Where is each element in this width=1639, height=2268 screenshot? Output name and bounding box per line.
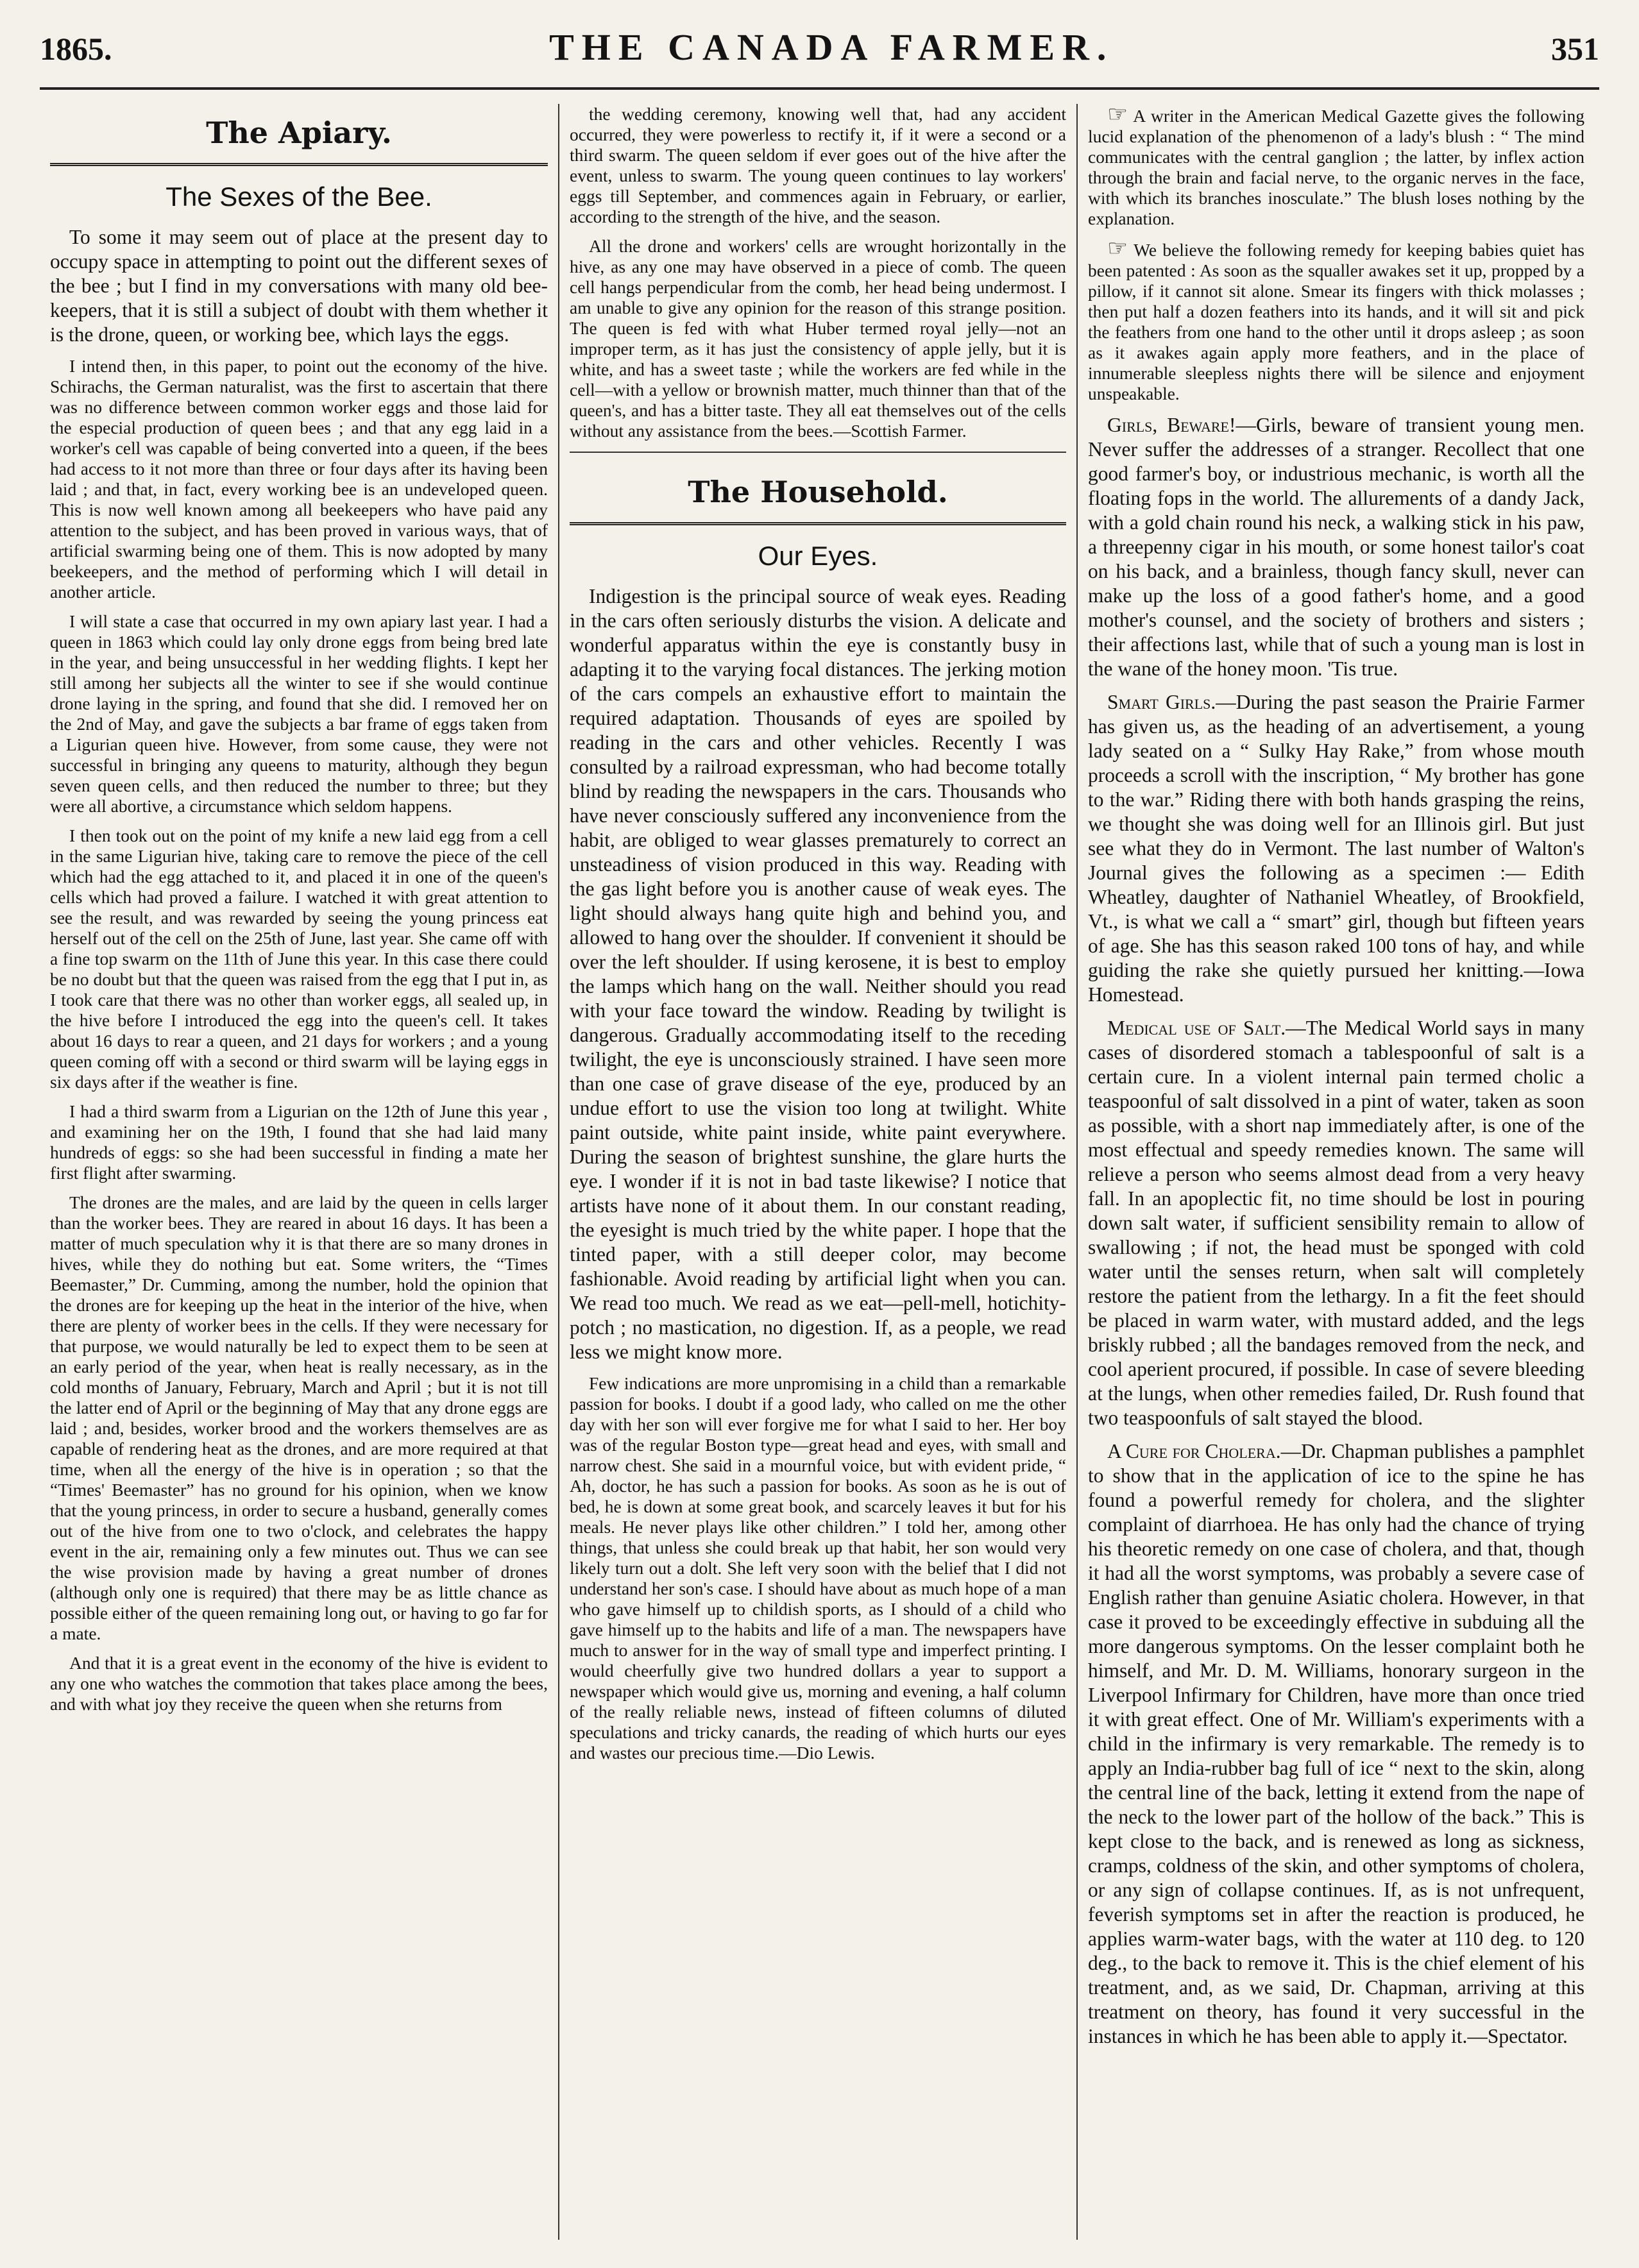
publication-title: THE CANADA FARMER. xyxy=(549,26,1114,68)
news-item-text: Dr. Chapman publishes a pamphlet to show that in the application of ice to the spine he has found a powerful remedy for cholera, and the slighter complaint of diarrhoea. He has only had the chance of trying his theoretic remedy on one case of cholera, and that, though it had all the worst symptoms, was probably a severe case of English rather than genuine Asiatic cholera. However, in that case it proved to be exceedingly effective in subduing all the more dangerous symptoms. On the lesser complaint both he himself, and Mr. D. M. Williams, honorary surgeon in the Liverpool Infirmary for Children, have more than once tried it with great effect. One of Mr. William's experiments with a child in the infirmary is very remarkable. The remedy is to apply an India-rubber bag full of ice “ next to the skin, along the central line of the back, letting it extend from the nape of the neck to the lower part of the hollow of the back.” This is kept close to the back, and is renewed as long as sickness, cramps, coldness of the skin, and other symptoms of cholera, or any sign of collapse continues. If, as is not unfrequent, feverish symptoms set in after the reaction is produced, he applies warm-water bags, with the water at 110 deg. to 120 deg., to the back to remove it. This is the chief element of his treatment, and, as we said, Dr. Chapman, arriving at this treatment on theory, has found it very successful in the instances in which he has been able to apply it.—Spectator. xyxy=(1088,1440,1584,2047)
paragraph: I will state a case that occurred in my own apiary last year. I had a queen in 1863 which could lay only drone eggs from being bred late in the year, and being unsuccessful in her wedding flights. I kept her still among her subjects all the winter to see if she would continue drone laying in the spring, and found that she did. I removed her on the 2nd of May, and gave the subjects a bar frame of eggs taken from a Ligurian queen hive. However, from some cause, they were not successful in bringing any queens to maturity, although they begun seven queen cells, and then reduced the number to three; but they were all abortive, a circumstance which seldom happens. xyxy=(50,611,548,816)
run-in-heading: A Cure for Cholera.— xyxy=(1107,1440,1302,1462)
paragraph: Indigestion is the principal source of weak eyes. Reading in the cars often seriously disturbs the vision. A delicate and wonderful apparatus within the eye is constantly busy in adapting it to the varying focal distances. The jerking motion of the cars compels an exhaustive effort to maintain the required adaptation. Thousands of eyes are spoiled by reading in the cars and other vehicles. Recently I was consulted by a railroad expressman, who had become totally blind by reading the newspapers in the cars. Thousands who have never consciously suffered any inconvenience from the habit, are obliged to wear glasses prematurely to correct an unsteadiness of vision produced in this way. Reading with the gas light before you is another cause of weak eyes. The light should always hang quite high and behind you, and allowed to hang over the shoulder. If convenient it should be over the left shoulder. If using kerosene, it is best to employ the lamps which hang on the wall. Neither should you read with your face toward the window. Reading by twilight is dangerous. Gradually accommodating itself to the receding twilight, the eye is unconsciously strained. I have seen more than one case of grave disease of the eye, produced by an undue effort to use the vision too long at twilight. White paint outside, white paint inside, white paint everywhere. During the season of brightest sunshine, the glare hurts the eye. I wonder if it is not in bad taste likewise? I notice that artists have none of it about them. In our constant reading, the eyesight is much tried by the white paper. I hope that the tinted paper, with a still deeper color, may become fashionable. Avoid reading by artificial light when you can. We read too much. We read as we eat—pell-mell, hotichity-potch ; no mastication, no digestion. If, as a people, we read less we might know more. xyxy=(570,585,1066,1363)
department-heading: The Apiary. xyxy=(50,104,548,166)
department-heading: The Household. xyxy=(570,463,1066,525)
news-item-text: We believe the following remedy for keeping babies quiet has been patented : As soon as the squaller awakes set it up, propped by a pillow, if it cannot sit alone. Smear its fingers with thick molasses ; then put half a dozen feathers into its hands, and it will sit and pick the feathers from one hand to the other until it drops asleep ; as soon as it awakes again apply more feathers, and in the place of innumerable sleepless nights there will be silence and enjoyment unspeakable. xyxy=(1088,240,1584,403)
news-item xyxy=(1088,1016,1584,1430)
news-item xyxy=(1088,235,1584,404)
paragraph: I had a third swarm from a Ligurian on the 12th of June this year , and examining her on the 19th, I found that she had laid many hundreds of eggs: so she had been successful in finding a mate her first flight after swarming. xyxy=(50,1101,548,1183)
article-title: Our Eyes. xyxy=(758,541,878,571)
page-number: 351 xyxy=(1551,31,1599,67)
pointing-hand-icon: ☞ xyxy=(1107,235,1128,261)
news-item-text: The Medical World says in many cases of disordered stomach a tablespoonful of salt is a certain cure. In a violent internal pain termed cholic a teaspoonful of salt dissolved in a pint of water, taken as soon as possible, with a short nap immediately after, is one of the most effectual and speedy remedies known. The same will relieve a person who seems almost dead from a very heavy fall. In an apoplectic fit, no time should be lost in pouring down salt water, if sufficient sensibility remain to allow of swallowing ; if not, the head must be sponged with cold water until the senses return, when salt will completely restore the patient from the lethargy. In a fit the feet should be placed in warm water, with mustard added, and the legs briskly rubbed ; all the bandages removed from the neck, and cool aperient procured, if possible. In case of severe bleeding at the lungs, when other remedies failed, Dr. Rush found that two teaspoonfuls of salt stayed the blood. xyxy=(1088,1017,1585,1429)
column-3 xyxy=(1076,104,1595,2240)
column-2 xyxy=(558,104,1076,2240)
news-item xyxy=(1088,1439,1584,2049)
news-item-text: Girls, beware of transient young men. Never suffer the addresses of a stranger. Recollect that one good farmer's boy, or industrious mechanic, is worth all the floating fops in the world. The allurements of a dandy Jack, with a gold chain round his neck, a walking stick in his paw, a threepenny cigar in his mouth, or some honest tailor's coat on his back, and a brainless, though fancy skull, never can make up the loss of a good father's home, and a good mother's counsel, and the society of brothers and sisters ; their affections last, while that of such a young man is lost in the wane of the honey moon. 'Tis true. xyxy=(1088,414,1585,680)
news-item-text: During the past season the Prairie Farmer has given us, as the heading of an advertisement, a young lady seated on a “ Sulky Hay Rake,” from whose mouth proceeds a scroll with the inscription, “ My brother has gone to the war.” Riding there with both hands grasping the reins, we thought she was doing well for an Illinois girl. But just see what they do in Vermont. The last number of Walton's Journal gives the following as a specimen :— Edith Wheatley, daughter of Nathaniel Wheatley, of Brookfield, Vt., is what we call a “ smart” girl, though but fifteen years of age. She has this season raked 100 tons of hay, and while guiding the rake she quietly pursued her knitting.—Iowa Homestead. xyxy=(1088,691,1585,1006)
run-in-heading: Medical use of Salt.— xyxy=(1107,1017,1306,1039)
news-item-text: A writer in the American Medical Gazette gives the following lucid explanation of the phenomenon of a lady's blush : “ The mind communicates with the central ganglion ; the latter, by inflex action through the brain and facial nerve, to the organic nerves in the face, with which its branches inosculate.” The blush loses nothing by the explanation. xyxy=(1088,106,1584,228)
paragraph: To some it may seem out of place at the present day to occupy space in attempting to point out the different sexes of the bee ; but I find in my conversations with many old bee-keepers, that it is still a subject of doubt with them whether it is the drone, queen, or working bee, which lays the eggs. xyxy=(50,226,548,346)
masthead xyxy=(40,26,1599,83)
pointing-hand-icon: ☞ xyxy=(1107,104,1128,127)
section-rule xyxy=(570,452,1066,453)
paragraph: And that it is a great event in the economy of the hive is evident to any one who watches the commotion that takes place among the bees, and with what joy they receive the queen when she returns from xyxy=(50,1653,548,1714)
paragraph: the wedding ceremony, knowing well that, had any accident occurred, they were powerless to rectify it, if it were a second or a third swarm. The queen seldom if ever goes out of the hive after the event, unless to swarm. The young queen continues to lay workers' eggs till September, and commences again in February, or earlier, according to the strength of the hive, and the season. xyxy=(570,104,1066,226)
news-item xyxy=(1088,104,1584,229)
run-in-heading: Smart Girls.— xyxy=(1107,691,1236,713)
news-item xyxy=(1088,690,1584,1007)
paragraph: I intend then, in this paper, to point out the economy of the hive. Schirachs, the German naturalist, was the first to ascertain that there was no difference between common worker eggs and those laid for the especial production of queen bees ; and that any egg laid in a worker's cell was capable of being converted into a queen, if the bees had access to it not more than three or four days after its having been laid ; and that, in fact, every working bee is an undeveloped queen. This is now well known among all beekeepers who have paid any attention to the subject, and has been proved in various ways, that of artificial swarming being one of them. This is now adopted by many beekeepers, and the method of performing which I will detail in another article. xyxy=(50,356,548,602)
issue-year: 1865. xyxy=(40,31,112,67)
article-title: The Sexes of the Bee. xyxy=(166,182,432,212)
columns xyxy=(40,104,1599,2240)
paragraph: I then took out on the point of my knife a new laid egg from a cell in the same Ligurian hive, taking care to remove the piece of the cell which had the egg attached to it, and placed it in one of the queen's cells which had proved a failure. I watched it with great attention to see the result, and was rewarded by seeing the young princess eat herself out of the cell on the 25th of June, last year. She came off with a fine top swarm on the 11th of June this year. In this case there could be no doubt but that the queen was raised from the egg that I put in, as I took care that there was no other than worker eggs, all sealed up, in the hive before I introduced the egg into the queen's cell. It takes about 16 days to rear a queen, and 21 days for workers ; and a young queen coming off with a second or third swarm will be laying eggs in six days after if the weather is fine. xyxy=(50,825,548,1092)
masthead-rule xyxy=(40,87,1599,90)
run-in-heading: Girls, Beware!— xyxy=(1107,414,1256,436)
news-item xyxy=(1088,413,1584,681)
paragraph: Few indications are more unpromising in a child than a remarkable passion for books. I doubt if a good lady, who called on me the other day with her son will ever forgive me for what I said to her. Her boy was of the regular Boston type—great head and eyes, with small and narrow chest. She said in a mournful voice, but with evident pride, “ Ah, doctor, he has such a passion for books. As soon as he is out of bed, he is down at some great book, and scarcely leaves it but for his meals. He never plays like other children.” I told her, among other things, that unless she could break up that habit, her son would very likely turn out a dolt. She left very soon with the belief that I did not understand her son's case. I should have about as much hope of a man who gave himself up to childish sports, as I should of a child who gave himself up to the habits and life of a man. The newspapers have much to answer for in the way of small type and imperfect printing. I would cheerfully give two hundred dollars a year to support a newspaper which would give us, morning and evening, a half column of the really reliable news, instead of fifteen columns of diluted speculations and tricky canards, the reading of which hurts our eyes and wastes our precious time.—Dio Lewis. xyxy=(570,1373,1066,1763)
column-1 xyxy=(40,104,558,2240)
paragraph: All the drone and workers' cells are wrought horizontally in the hive, as any one may have observed in a piece of comb. The queen cell hangs perpendicular from the comb, her head being undermost. I am unable to give any opinion for the reason of this strange position. The queen is fed with what Huber termed royal jelly—not an improper term, as it has just the consistency of apple jelly, but it is white, and has a sweet taste ; while the workers are fed while in the cell—with a yellow or brownish matter, much thinner than that of the queen's, and has a bitter taste. They all eat themselves out of the cells without any assistance from the bees.—Scottish Farmer. xyxy=(570,236,1066,441)
paragraph: The drones are the males, and are laid by the queen in cells larger than the worker bees. They are reared in about 16 days. It has been a matter of much speculation why it is that there are so many drones in hives, while they do nothing but eat. Some writers, the “Times Beemaster,” Dr. Cumming, among the number, hold the opinion that the drones are for keeping up the heat in the interior of the hive, when there are plenty of worker bees in the cells. If they were necessary for that purpose, we would naturally be led to expect them to be seen at an early period of the year, when heat is really necessary, as in the cold months of January, February, March and April ; but it is not till the latter end of April or the beginning of May that any drone eggs are laid ; and, besides, worker brood and the workers themselves are as capable of rendering heat as the drones, and are more required at that time, when all the energy of the hive is in operation ; so that the “Times' Beemaster” has no ground for his opinion, when we know that the young princess, in order to secure a husband, generally comes out of the hive from one to two o'clock, and celebrates the happy event in the air, remaining only a few minutes out. Thus we can see the wise provision made by having a great number of drones (although only one is required) that there may be as little chance as possible either of the queen remaining long out, or having to go far for a mate. xyxy=(50,1192,548,1643)
